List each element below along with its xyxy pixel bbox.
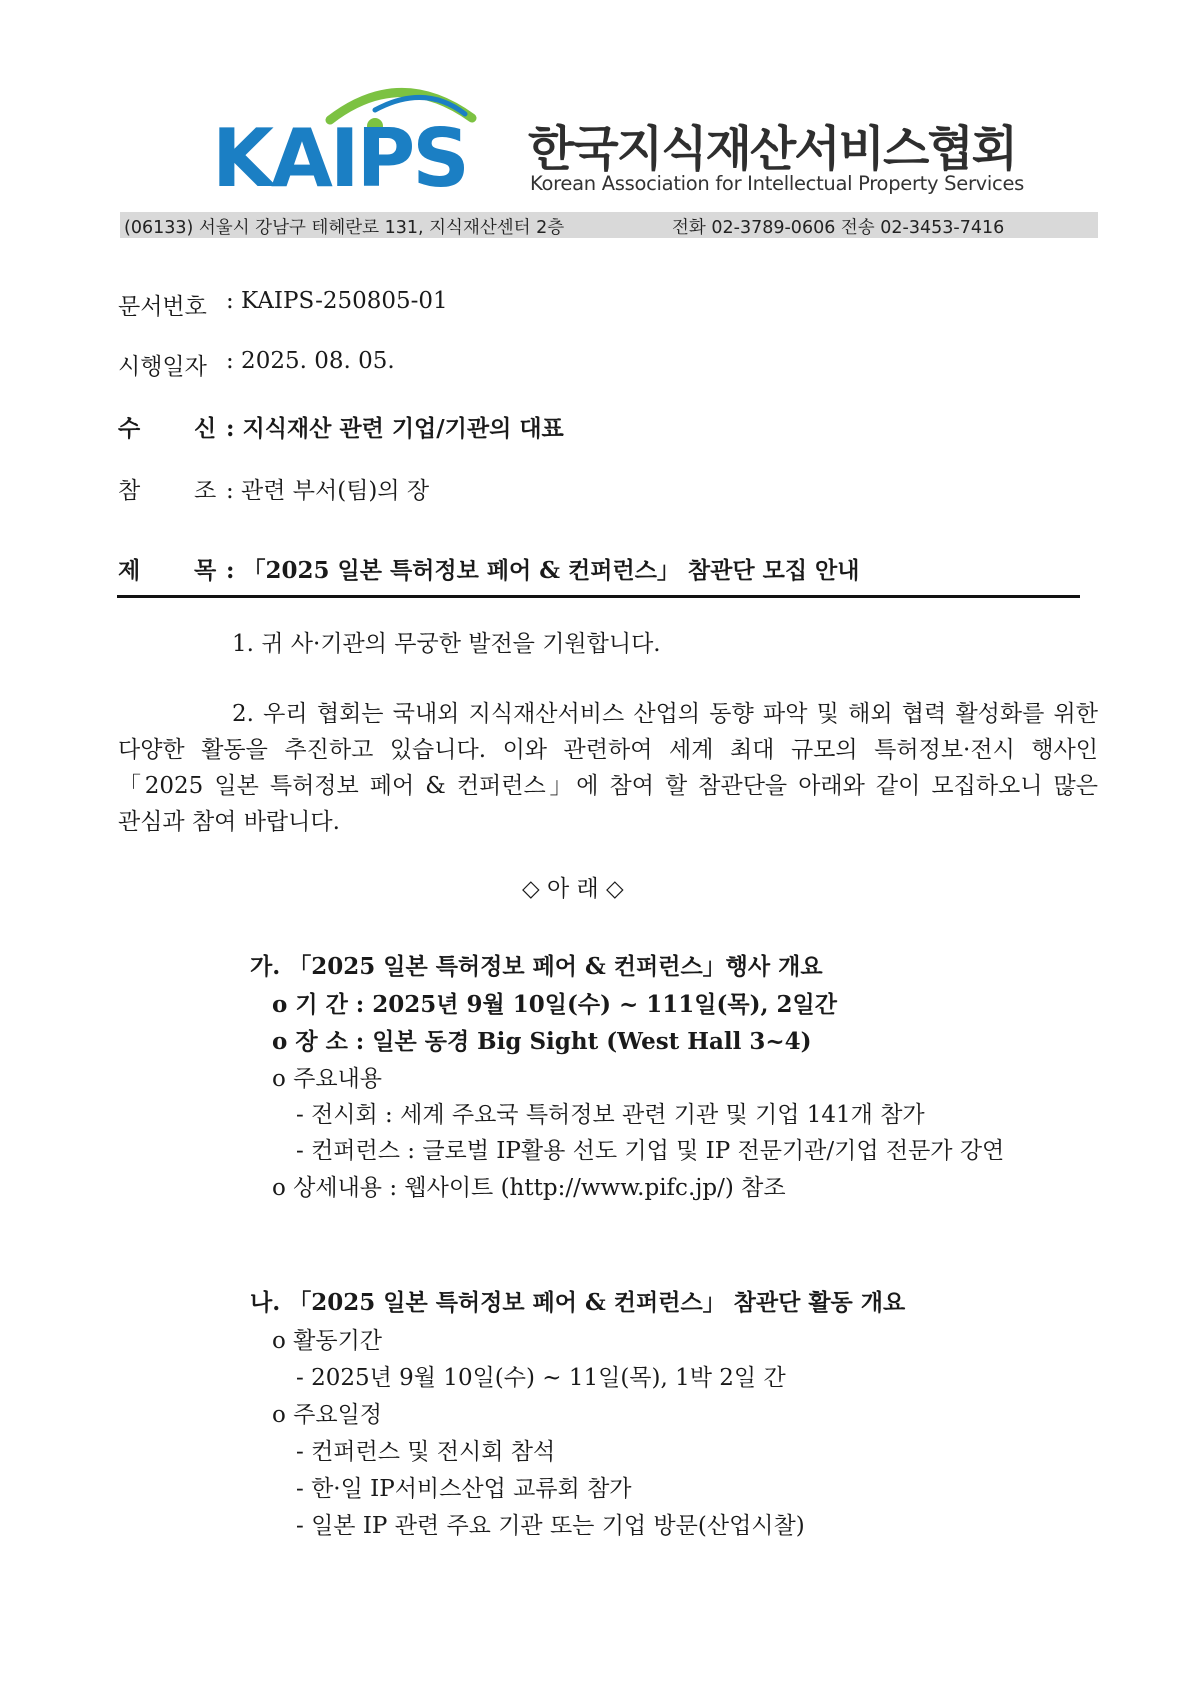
recipient-label-1: 수 bbox=[118, 415, 141, 442]
paragraph-1: 1. 귀 사·기관의 무궁한 발전을 기원합니다. bbox=[232, 631, 661, 657]
section-b-schedule-item: - 한·일 IP서비스산업 교류회 참가 bbox=[296, 1476, 632, 1502]
logo-wordmark: KAIPS bbox=[212, 112, 467, 198]
recipient: : 지식재산 관련 기업/기관의 대표 bbox=[226, 415, 564, 442]
paragraph-2-line-2: 다양한 활동을 추진하고 있습니다. 이와 관련하여 세계 최대 규모의 특허정보·전시 행사인 bbox=[118, 737, 1098, 763]
doc-number-label: 문서번호 bbox=[118, 294, 207, 320]
section-b-schedule-item: - 일본 IP 관련 주요 기관 또는 기업 방문(산업시찰) bbox=[296, 1513, 805, 1539]
section-b-title: 나. 「2025 일본 특허정보 페어 & 컨퍼런스」 참관단 활동 개요 bbox=[250, 1289, 906, 1316]
section-a-period: o 기 간 : 2025년 9월 10일(수) ~ 111일(목), 2일간 bbox=[272, 991, 837, 1018]
reference-label-2: 조 bbox=[194, 478, 217, 504]
section-a-contents-item: - 컨퍼런스 : 글로벌 IP활용 선도 기업 및 IP 전문기관/기업 전문가 강연 bbox=[296, 1138, 1005, 1164]
date-label: 시행일자 bbox=[118, 354, 207, 380]
recipient-label-2: 신 bbox=[194, 415, 217, 442]
section-b-schedule-item: - 컨퍼런스 및 전시회 참석 bbox=[296, 1439, 556, 1465]
section-b-period: - 2025년 9월 10일(수) ~ 11일(목), 1박 2일 간 bbox=[296, 1365, 786, 1391]
issue-date: : 2025. 08. 05. bbox=[226, 348, 395, 374]
subject-label-1: 제 bbox=[118, 557, 141, 584]
section-b-period-label: o 활동기간 bbox=[272, 1328, 383, 1354]
subject: : 「2025 일본 특허정보 페어 & 컨퍼런스」 참관단 모집 안내 bbox=[226, 557, 860, 584]
reference-label-1: 참 bbox=[118, 478, 141, 504]
section-b-schedule-label: o 주요일정 bbox=[272, 1402, 383, 1428]
section-a-details: o 상세내용 : 웹사이트 (http://www.pifc.jp/) 참조 bbox=[272, 1175, 786, 1201]
paragraph-2-line-1: 2. 우리 협회는 국내외 지식재산서비스 산업의 동향 파악 및 해외 협력 활성화를 위한 bbox=[232, 701, 1098, 727]
doc-number: : KAIPS-250805-01 bbox=[226, 288, 448, 314]
paragraph-2-line-4: 관심과 참여 바랍니다. bbox=[118, 809, 340, 835]
address-bar bbox=[120, 212, 1098, 238]
kaips-logo bbox=[210, 78, 520, 198]
section-a-title: 가. 「2025 일본 특허정보 페어 & 컨퍼런스」행사 개요 bbox=[250, 953, 823, 980]
notice-heading: ◇ 아 래 ◇ bbox=[522, 876, 624, 902]
section-a-contents-label: o 주요내용 bbox=[272, 1066, 383, 1092]
org-name-korean: 한국지식재산서비스협회 bbox=[528, 121, 1017, 177]
reference: : 관련 부서(팀)의 장 bbox=[226, 478, 430, 504]
subject-underline bbox=[117, 595, 1080, 598]
contact-info: 전화 02-3789-0606 전송 02-3453-7416 bbox=[672, 218, 1005, 238]
subject-label-2: 목 bbox=[194, 557, 217, 584]
paragraph-2-line-3: 「2025 일본 특허정보 페어 & 컨퍼런스」에 참여 할 참관단을 아래와 같이 모집하오니 많은 bbox=[118, 773, 1098, 799]
org-name-english: Korean Association for Intellectual Property Services bbox=[530, 172, 1024, 195]
section-a-venue: o 장 소 : 일본 동경 Big Sight (West Hall 3~4) bbox=[272, 1028, 812, 1055]
address: (06133) 서울시 강남구 테헤란로 131, 지식재산센터 2층 bbox=[124, 218, 565, 238]
section-a-contents-item: - 전시회 : 세계 주요국 특허정보 관련 기관 및 기업 141개 참가 bbox=[296, 1102, 925, 1128]
